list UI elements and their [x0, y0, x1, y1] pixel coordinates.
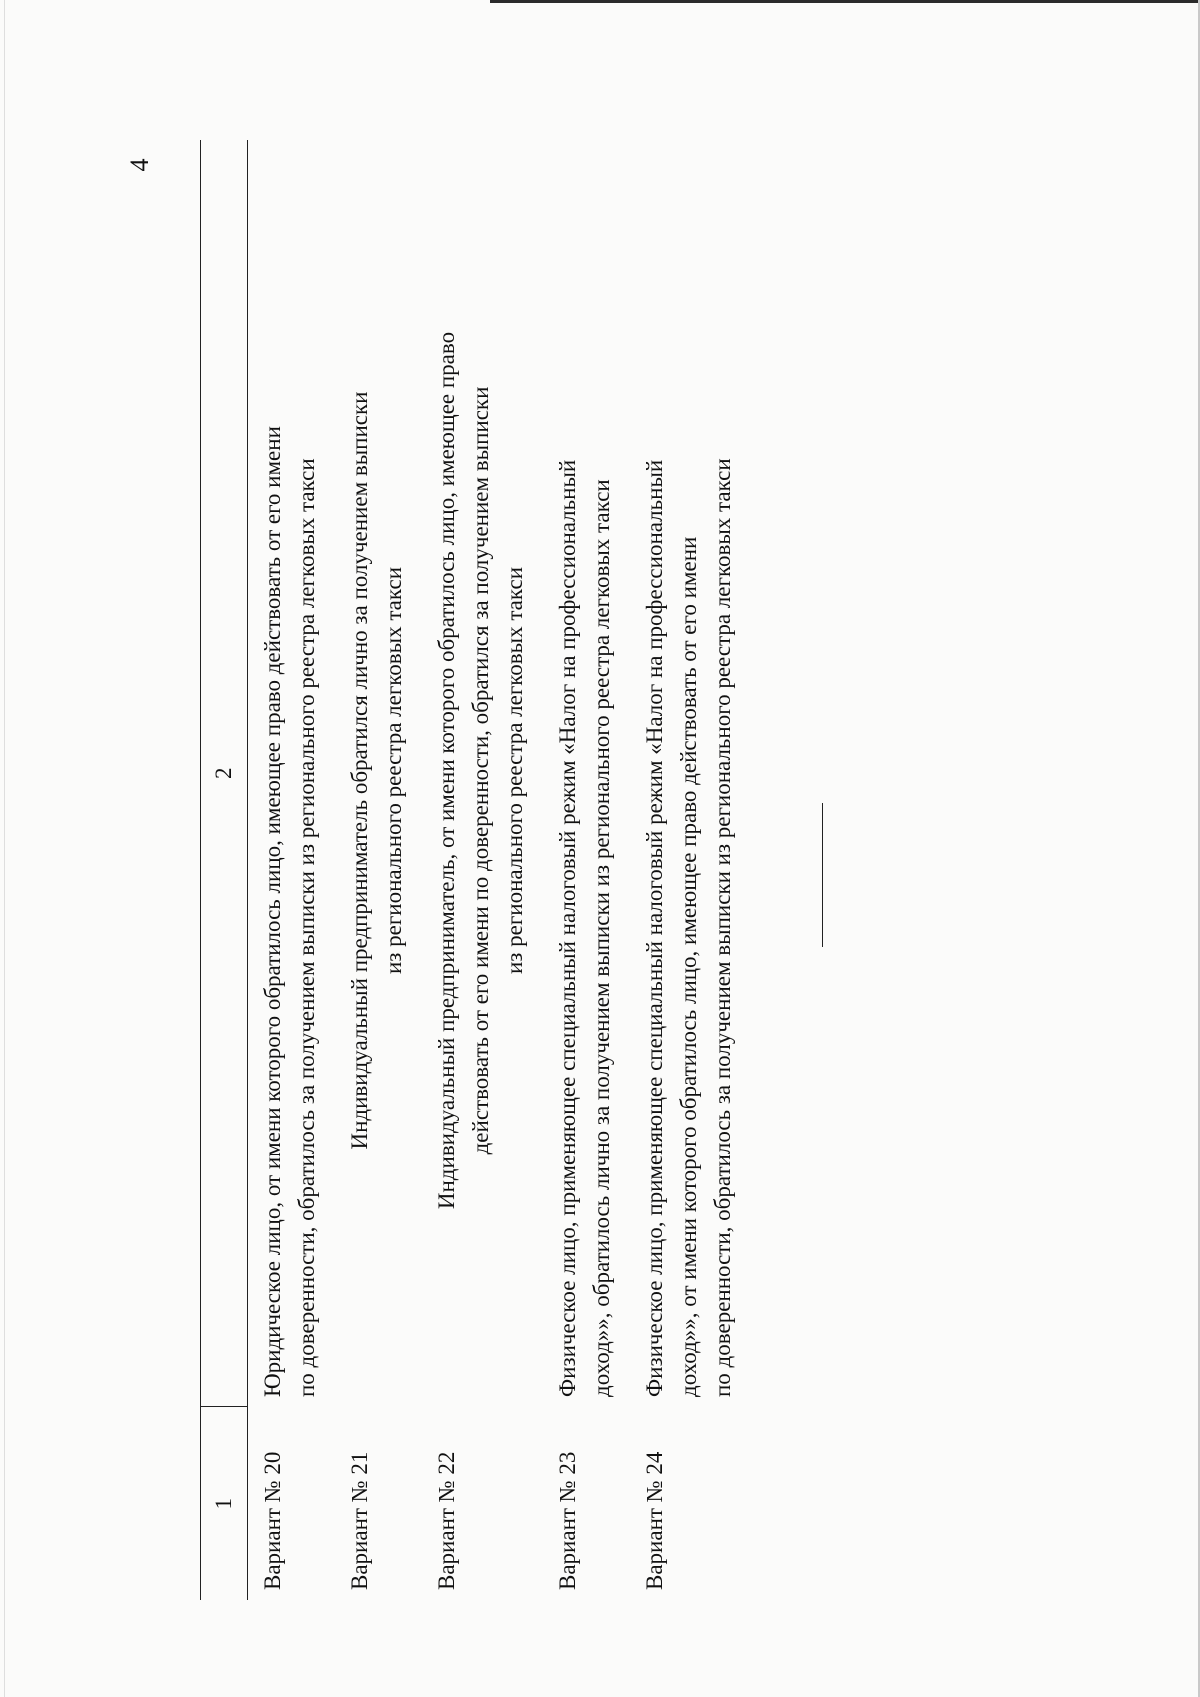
variant-description — [543, 140, 630, 1407]
description-line: из регионального реестра легковых такси — [381, 566, 406, 975]
description-line: из регионального реестра легковых такси — [502, 566, 527, 975]
description-line: Юридическое лицо, от имени которого обратилось лицо, имеющее право действовать от его имени — [260, 426, 285, 1397]
variant-label: Вариант № 24 — [642, 1451, 667, 1590]
page-number: 4 — [125, 158, 154, 172]
description-line: Физическое лицо, применяющее специальный налоговый режим «Налог на профессиональный — [555, 459, 580, 1397]
description-line: Физическое лицо, применяющее специальный налоговый режим «Налог на профессиональный — [642, 459, 667, 1397]
table-row — [248, 140, 336, 1600]
variant-description — [422, 140, 543, 1407]
scan-top-edge — [490, 0, 1200, 3]
table-row — [422, 140, 543, 1600]
table-header-row — [201, 140, 248, 1600]
variant-label: Вариант № 20 — [260, 1451, 285, 1590]
scan-left-edge — [4, 0, 5, 1697]
description-line: по доверенности, обратилось за получением выписки из регионального реестра легковых такси — [710, 458, 735, 1397]
variant-description — [335, 140, 422, 1407]
variant-label: Вариант № 23 — [555, 1451, 580, 1590]
variant-description — [630, 140, 751, 1407]
rotated-document — [200, 140, 800, 1600]
table-row — [543, 140, 630, 1600]
variant-description — [248, 140, 336, 1407]
description-line: доход»», обратилось лично за получением выписки из регионального реестра легковых такси — [589, 479, 614, 1397]
description-line: действовать от его имени по доверенности, обратился за получением выписки — [468, 386, 493, 1155]
variants-table — [200, 140, 751, 1600]
column-header-1: 1 — [201, 1407, 248, 1600]
description-line: по доверенности, обратилось за получением выписки из регионального реестра легковых такси — [294, 458, 319, 1397]
end-of-table-line — [822, 803, 823, 947]
table-row — [335, 140, 422, 1600]
variant-label: Вариант № 21 — [347, 1451, 372, 1590]
description-line: Индивидуальный предприниматель, от имени которого обратилось лицо, имеющее право — [434, 331, 459, 1210]
table-row — [630, 140, 751, 1600]
column-header-2: 2 — [201, 140, 248, 1407]
table-body — [248, 140, 752, 1600]
description-line: доход»», от имени которого обратилось лицо, имеющее право действовать от его имени — [676, 536, 701, 1397]
description-line: Индивидуальный предприниматель обратился лично за получением выписки — [347, 391, 372, 1150]
variant-label: Вариант № 22 — [434, 1451, 459, 1590]
